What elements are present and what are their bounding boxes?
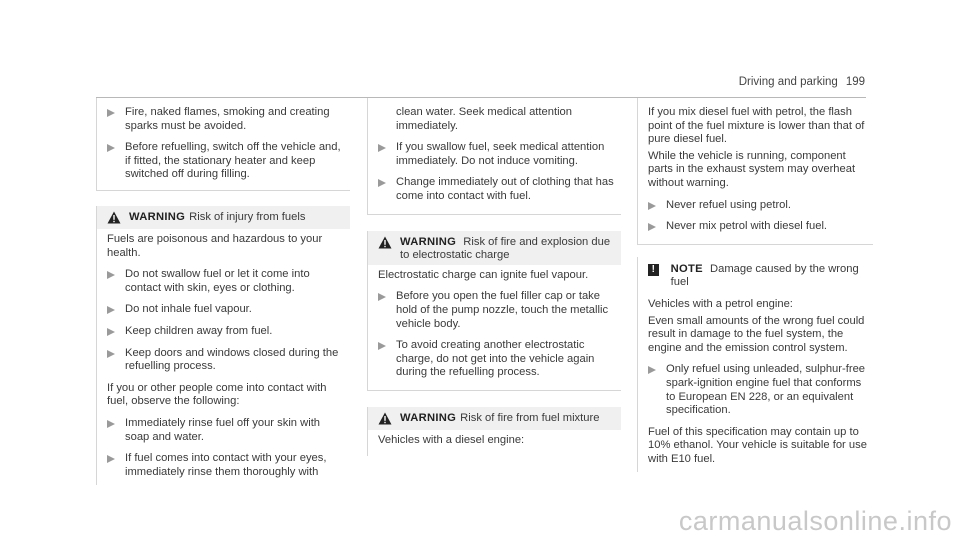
list-item: Only refuel using unleaded, sulphur-free spark-ignition engine fuel that conforms to European EN 228, or an equivalent specification. xyxy=(638,363,873,417)
list-item: Immediately rinse fuel off your skin with soap and water. xyxy=(97,417,350,444)
bullet-arrow-icon xyxy=(378,144,386,152)
warning-triangle-icon xyxy=(378,412,392,425)
list-item: Do not inhale fuel vapour. xyxy=(97,303,350,317)
list-item: Never refuel using petrol. xyxy=(638,199,873,213)
list-item: Do not swallow fuel or let it come into contact with skin, eyes or clothing. xyxy=(97,268,350,295)
warning-intro: Vehicles with a diesel engine: xyxy=(378,433,525,446)
warning-header xyxy=(368,231,621,265)
page-header xyxy=(739,76,865,90)
bullet-arrow-icon xyxy=(107,350,115,358)
bullet-arrow-icon xyxy=(107,109,115,117)
paragraph: While the vehicle is running, component parts in the exhaust system may overheat without warning. xyxy=(648,149,856,189)
warning-intro: Electrostatic charge can ignite fuel vapour. xyxy=(378,268,589,281)
page-number: 199 xyxy=(845,76,865,88)
warning-triangle-icon xyxy=(107,211,121,224)
exclamation-icon: ! xyxy=(648,264,659,276)
section-title: Driving and parking xyxy=(738,76,838,88)
note-box-wrong-fuel xyxy=(637,257,873,473)
paragraph: Vehicles with a petrol engine: xyxy=(648,297,793,310)
note-title: Damage caused by the wrong fuel xyxy=(670,262,859,289)
warning-intro: Fuels are poisonous and hazardous to your health. xyxy=(107,232,323,259)
paragraph: Fuel of this specification may contain up to 10% ethanol. Your vehicle is suitable for use with E10 fuel. xyxy=(648,425,867,465)
warning-label: WARNING xyxy=(400,411,457,424)
list-item: If you swallow fuel, seek medical attention immediately. Do not induce vomiting. xyxy=(368,141,621,168)
precaution-box xyxy=(96,98,350,191)
list-item: Before refuelling, switch off the vehicle and, if fitted, the stationary heater and keep switched off during filling. xyxy=(97,141,350,182)
bullet-arrow-icon xyxy=(648,223,656,231)
warning-title: Risk of injury from fuels xyxy=(189,210,306,223)
bullet-arrow-icon xyxy=(648,366,656,374)
warning-header xyxy=(97,206,350,229)
list-item: Before you open the fuel filler cap or take hold of the pump nozzle, touch the metallic vehicle body. xyxy=(368,290,621,331)
warning-label: WARNING xyxy=(400,235,457,248)
list-item: Keep doors and windows closed during the refuelling process. xyxy=(97,347,350,374)
list-item: Keep children away from fuel. xyxy=(97,325,350,339)
paragraph: Even small amounts of the wrong fuel could result in damage to the fuel system, the engine and the emission control system. xyxy=(648,314,865,354)
warning-box-electrostatic xyxy=(367,231,621,391)
bullet-arrow-icon xyxy=(107,144,115,152)
bullet-arrow-icon xyxy=(378,293,386,301)
warning-title: Risk of fire from fuel mixture xyxy=(460,411,600,424)
bullet-arrow-icon xyxy=(107,328,115,336)
continued-text: clean water. Seek medical attention immediately. xyxy=(396,106,572,132)
warning-box-fuel-mixture xyxy=(367,407,621,456)
bullet-arrow-icon xyxy=(107,271,115,279)
list-item: Change immediately out of clothing that has come into contact with fuel. xyxy=(368,176,621,203)
warning-paragraph: If you or other people come into contact with fuel, observe the following: xyxy=(107,381,327,408)
warning-triangle-icon xyxy=(378,236,392,249)
column-1 xyxy=(96,98,350,485)
warning-box-fuels-continued xyxy=(367,98,621,215)
column-2 xyxy=(367,98,621,456)
bullet-arrow-icon xyxy=(378,342,386,350)
warning-header xyxy=(368,407,621,430)
paragraph: If you mix diesel fuel with petrol, the flash point of the fuel mixture is lower than that of pure diesel fuel. xyxy=(648,106,865,146)
list-item: To avoid creating another electrostatic charge, do not get into the vehicle again during the refuelling process. xyxy=(368,339,621,380)
watermark: carmanualsonline.info xyxy=(678,506,952,536)
bullet-arrow-icon xyxy=(107,455,115,463)
warning-label: WARNING xyxy=(129,210,186,223)
bullet-arrow-icon xyxy=(378,179,386,187)
list-item: Never mix petrol with diesel fuel. xyxy=(638,220,873,234)
bullet-arrow-icon xyxy=(107,306,115,314)
note-label: NOTE xyxy=(670,262,703,275)
warning-title: Risk of fire and explosion due to electrostatic charge xyxy=(400,235,611,262)
bullet-arrow-icon xyxy=(648,202,656,210)
warning-box-fuel-mixture-continued xyxy=(637,98,873,245)
bullet-arrow-icon xyxy=(107,420,115,428)
list-item: If fuel comes into contact with your eyes, immediately rinse them thoroughly with xyxy=(97,452,350,485)
note-header xyxy=(638,257,873,290)
list-item: Fire, naked flames, smoking and creating sparks must be avoided. xyxy=(97,106,350,133)
column-3 xyxy=(637,98,873,472)
warning-box-fuels xyxy=(96,206,350,485)
